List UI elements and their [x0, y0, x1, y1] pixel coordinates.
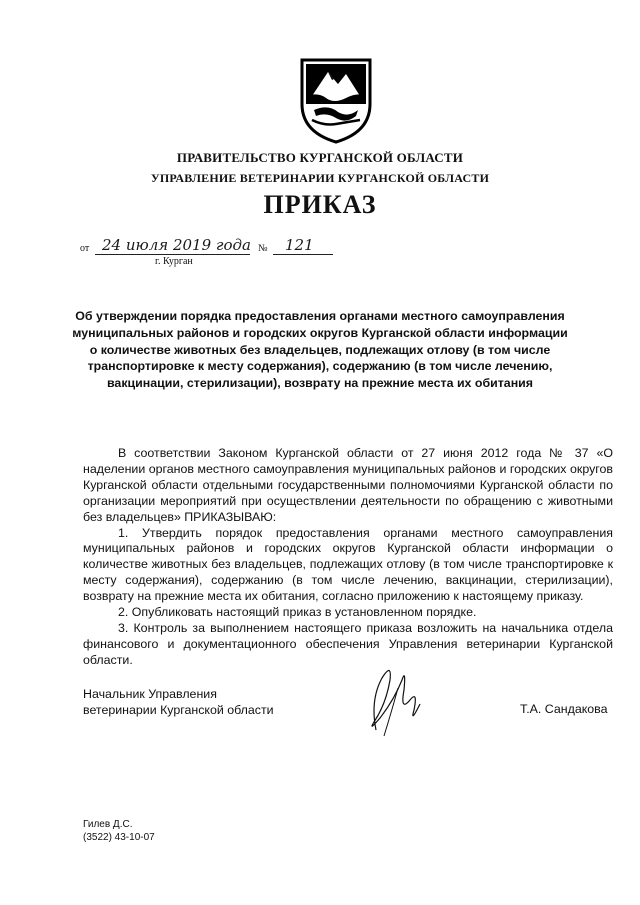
order-item-1: 1. Утвердить порядок предоставления органами местного самоуправления муниципальных районов и городских округов Курганской области информации о количестве животных без владельцев, подлежащих отлову (в том числе транспортировке к месту содержания), содержанию (в том числе лечению, вакцинации, стерилизации), возврату на прежние места их обитания, согласно приложению к настоящему приказу. — [83, 525, 613, 604]
department-name: УПРАВЛЕНИЕ ВЕТЕРИНАРИИ КУРГАНСКОЙ ОБЛАСТИ — [150, 171, 490, 185]
signatory-position — [83, 686, 274, 718]
order-body — [83, 446, 613, 669]
executor-info — [83, 818, 155, 844]
handwritten-number: 121 — [285, 236, 314, 254]
handwritten-signature — [340, 660, 450, 740]
number-underline — [273, 254, 333, 255]
city-label: г. Курган — [155, 256, 193, 267]
organization-name: ПРАВИТЕЛЬСТВО КУРГАНСКОЙ ОБЛАСТИ — [176, 150, 464, 165]
order-item-3: 3. Контроль за выполнением настоящего приказа возложить на начальника отдела финансового и документационного обеспечения Управления ветеринарии Курганской области. — [83, 620, 613, 667]
date-underline — [95, 254, 250, 255]
position-line-2: ветеринарии Курганской области — [83, 703, 274, 717]
order-item-2: 2. Опубликовать настоящий приказ в установленном порядке. — [118, 605, 477, 620]
executor-phone: (3522) 43-10-07 — [83, 832, 155, 843]
kurgan-coat-of-arms-icon — [298, 56, 374, 144]
number-label: № — [258, 243, 268, 254]
date-from-label: от — [80, 243, 90, 254]
executor-name: Гилев Д.С. — [83, 819, 133, 830]
order-subject: Об утверждении порядка предоставления органами местного самоуправления муниципальных районов и городских округов Курганской области информации о количестве животных без владельцев, подлежащих отлову (в том числе транспортировке к месту содержания), содержанию (в том числе лечению, вакцинации, стерилизации), возврату на прежние места их обитания — [72, 309, 568, 391]
preamble-paragraph: В соответствии Законом Курганской области от 27 июня 2012 года № 37 «О наделении органов местного самоуправления муниципальных районов и городских округов Курганской области отдельными государственными полномочиями Курганской области по организации мероприятий при осуществлении деятельности по обращению с животными без владельцев» ПРИКАЗЫВАЮ: — [83, 446, 613, 524]
signatory-name: Т.А. Сандакова — [520, 702, 608, 716]
handwritten-date: 24 июля 2019 года — [102, 236, 251, 254]
position-line-1: Начальник Управления — [83, 687, 217, 701]
document-type-title: ПРИКАЗ — [263, 190, 377, 219]
date-number-line — [80, 236, 380, 258]
